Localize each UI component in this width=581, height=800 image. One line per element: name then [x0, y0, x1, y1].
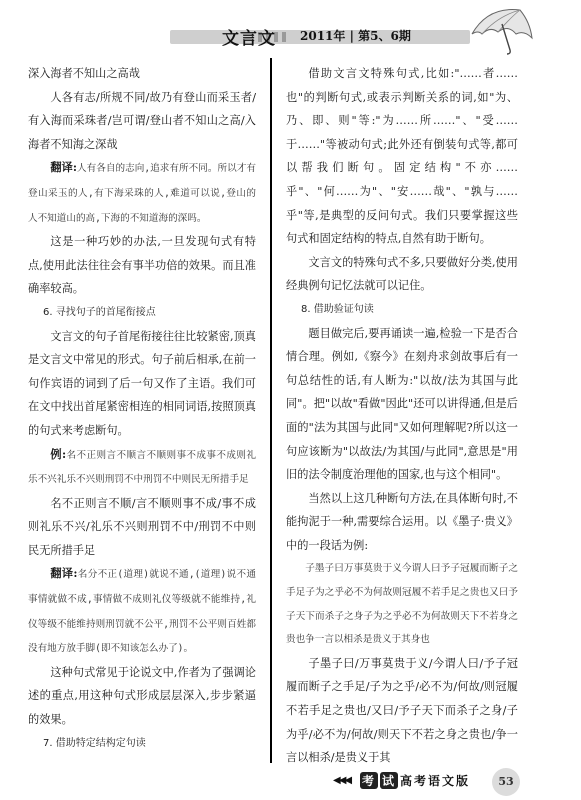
- translation-paragraph: [28, 156, 256, 230]
- paragraph: 题目做完后,要再诵读一遍,检验一下是否合情合理。例如,《察今》在刻舟求剑故事后有一句总结性的话,有人断为:"以故/法为其国与此同"。把"以故"看做"因此"还可以讲得通,但是后面的"法为其国与此同"又如何理解呢?所以这一句应该断为"以故法/为其国/与此同",意思是"用旧的法令制度治理他的国家,也与这个相同"。: [286, 326, 518, 482]
- umbrella-icon: [468, 4, 538, 56]
- issue-label: 2011年 | 第5、6期: [300, 29, 411, 43]
- translation-label: 翻译:: [50, 160, 77, 175]
- section-heading-8: 8. 借助验证句读: [301, 303, 374, 315]
- example-text: 名不正则言不顺言不顺则事不成事不成则礼乐不兴礼乐不兴则刑罚不中刑罚不中则民无所措手足: [28, 449, 256, 486]
- footer-title: [360, 772, 470, 789]
- section-heading-6: 6. 寻找句子的首尾衔接点: [43, 306, 156, 318]
- page-header: [0, 0, 581, 60]
- paragraph: 深入海者不知山之高哉: [28, 67, 140, 80]
- paragraph: 子墨子曰/万事莫贵于义/今谓人曰/予子冠履而断子之手足/子为之乎/必不为/何故/则冠履不若手足之贵也/又曰/予子天下而杀子之身/子为乎/必不为/何故/则天下不若之身之贵也/争一言以相杀/是贵义于其: [286, 656, 518, 765]
- paragraph: 文言文的句子首尾衔接往往比较紧密,顶真是文言文中常见的形式。句子前后相承,在前一句作宾语的词到了后一句又作了主语。我们可在文中找出首尾紧密相连的相同词语,按照顶真的句式来考虑断句。: [28, 329, 256, 437]
- example-paragraph: [28, 443, 256, 492]
- page-number: 53: [492, 768, 520, 796]
- paragraph: 这是一种巧妙的办法,一旦发现句式有特点,使用此法往往会有事半功倍的效果。而且准确率较高。: [28, 235, 256, 296]
- paragraph: 名不正则言不顺/言不顺则事不成/事不成则礼乐不兴/礼乐不兴则刑罚不中/刑罚不中则民无所措手足: [28, 496, 256, 557]
- paragraph: 人各有志/所规不同/故乃有登山而采玉者/有入海而采珠者/岂可谓/登山者不知山之高/入海者不知海之深哉: [28, 90, 256, 151]
- example-label: 例:: [50, 446, 67, 461]
- translation-text: 人有各自的志向,追求有所不同。所以才有登山采玉的人,有下海采珠的人,难道可以说,登山的人不知道山的高,下海的不知道海的深吗。: [28, 163, 256, 224]
- left-column: [28, 62, 256, 755]
- paragraph: 文言文的特殊句式不多,只要做好分类,使用经典例句记忆法就可以记住。: [286, 255, 518, 293]
- paragraph: 这种句式常见于论说文中,作者为了强调论述的重点,用这种句式形成层层深入,步步紧逼的效果。: [28, 665, 256, 727]
- page-footer: [0, 766, 581, 800]
- arrow-icon: ◀◀◀: [333, 775, 351, 786]
- section-heading-7: 7. 借助特定结构定句读: [43, 737, 146, 749]
- footer-box-2: 试: [382, 774, 397, 788]
- column-divider: [270, 58, 272, 763]
- section-title: 文言文: [222, 29, 276, 49]
- footer-box-1: 考: [362, 774, 377, 788]
- paragraph: 当然以上这几种断句方法,在具体断句时,不能拘泥于一种,需要综合运用。以《墨子·贵义》中的一段话为例:: [286, 491, 518, 552]
- example-text: 子墨子曰万事莫贵于义今谓人曰予子冠履而断子之手足子为之乎必不为何故则冠履不若手足之贵也又曰予子天下而杀子之身子为之乎必不为何故则天下不若身之贵也争一言以相杀是贵义于其身也: [286, 563, 518, 646]
- footer-title-text: 高考语文版: [400, 774, 471, 788]
- paragraph: 借助文言文特殊句式,比如:"……者……也"的判断句式,或表示判断关系的词,如"为、乃、即、则"等:"为……所……"、"受……于……"等被动句式;此外还有倒装句式等,都可以帮我们断句。固定结构"不亦……乎"、"何……为"、"安……哉"、"孰与……乎"等,是典型的反问句式。我们只要掌握这些句式和固定结构的特点,自然有助于断句。: [286, 67, 518, 246]
- translation-label: 翻译:: [50, 566, 78, 581]
- translation-paragraph: [28, 562, 256, 660]
- translation-text: 名分不正(道理)就说不通,(道理)说不通事情就做不成,事情做不成则礼仪等级就不能维持,礼仪等级不能维持则刑罚就不公平,刑罚不公平则百姓都没有地方放手脚(即不知该怎么办了)。: [28, 569, 256, 655]
- right-column: [286, 62, 518, 770]
